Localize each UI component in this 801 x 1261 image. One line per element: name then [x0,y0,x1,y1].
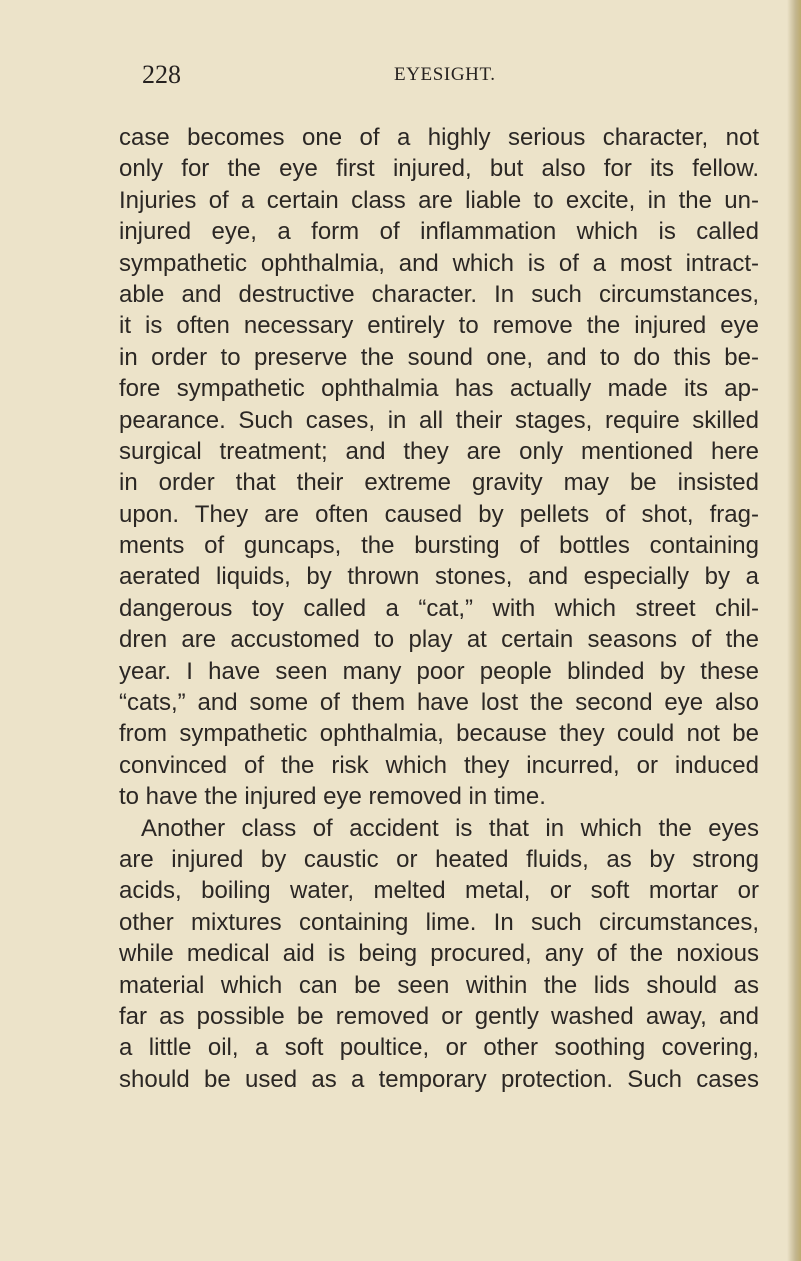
text-line: material which can be seen within the lids should as [119,971,759,999]
text-line: pearance. Such cases, in all their stages, require skilled [119,406,759,434]
text-line: other mixtures containing lime. In such circumstances, [119,908,759,936]
text-line: in order to preserve the sound one, and to do this be- [119,343,759,371]
text-line: from sympathetic ophthalmia, because they could not be [119,720,759,748]
text-line: a little oil, a soft poultice, or other soothing covering, [119,1034,759,1062]
text-line: upon. They are often caused by pellets of shot, frag- [119,500,759,528]
page-header [142,58,518,92]
text-line: far as possible be removed or gently washed away, and [119,1002,759,1030]
running-title: EYESIGHT. [394,64,496,85]
body-text [119,122,759,1095]
text-line: dangerous toy called a “cat,” with which street chil- [119,594,759,622]
text-line: case becomes one of a highly serious character, not [119,124,759,151]
text-line: surgical treatment; and they are only mentioned here [119,437,759,465]
text-line: “cats,” and some of them have lost the second eye also [119,689,759,717]
text-line: ments of guncaps, the bursting of bottles containing [119,532,759,560]
text-line: convinced of the risk which they incurred, or induced [119,751,759,779]
paragraph-end-line: to have the injured eye removed in time. [119,783,546,811]
text-line: in order that their extreme gravity may be insisted [119,469,759,497]
text-line: only for the eye first injured, but also for its fellow. [119,155,759,183]
text-line: it is often necessary entirely to remove the injured eye [119,312,759,340]
text-line: aerated liquids, by thrown stones, and especially by a [119,563,759,591]
text-line: fore sympathetic ophthalmia has actually made its ap- [119,375,759,403]
text-line: while medical aid is being procured, any of the noxious [119,940,759,968]
text-line: are injured by caustic or heated fluids, as by strong [119,845,759,873]
page-edge [787,0,801,1261]
text-line: should be used as a temporary protection. Such cases [119,1065,759,1093]
text-line: acids, boiling water, melted metal, or soft mortar or [119,877,759,905]
text-line: Injuries of a certain class are liable to excite, in the un- [119,186,759,214]
text-line: year. I have seen many poor people blinded by these [119,657,759,685]
paragraph-start-line: Another class of accident is that in which the eyes [141,814,759,842]
text-line: sympathetic ophthalmia, and which is of a most intract- [119,249,759,277]
text-line: able and destructive character. In such circumstances, [119,280,759,308]
text-line: dren are accustomed to play at certain seasons of the [119,626,759,654]
text-line: injured eye, a form of inflammation which is called [119,218,759,246]
page-number: 228 [142,60,181,89]
